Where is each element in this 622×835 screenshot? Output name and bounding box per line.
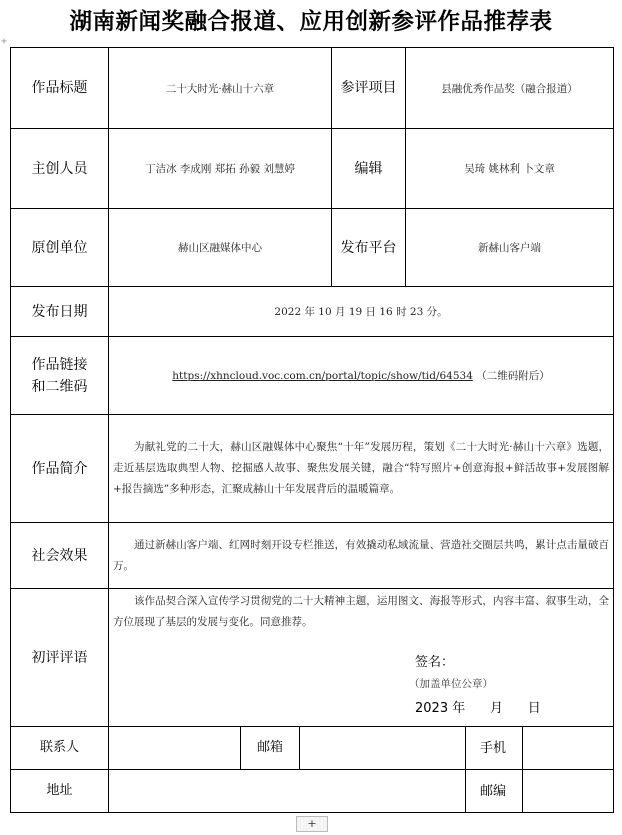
value-summary[interactable]: 为献礼党的二十大，赫山区融媒体中心聚焦“十年”发展历程，策划《二十大时光·赫山十六章》选题，走近基层选取典型人物、挖掘感人故事、聚焦发展关键，融合“特写照片+创意海报+鲜活故事+发展图解+报告摘选”多种形态，汇聚成赫山十年发展背后的温暖篇章。 — [109, 415, 614, 523]
row-effect — [11, 523, 614, 589]
sign-date: 2023 年 月 日 — [415, 701, 541, 716]
label-link-line2: 和二维码 — [31, 378, 88, 395]
label-summary: 作品简介 — [11, 415, 109, 523]
value-platform[interactable]: 新赫山客户端 — [406, 209, 614, 287]
value-email[interactable] — [300, 727, 466, 770]
label-platform: 发布平台 — [332, 209, 406, 287]
value-date[interactable]: 2022 年 10 月 19 日 16 时 23 分。 — [109, 287, 614, 337]
value-category[interactable]: 县融优秀作品奖（融合报道） — [406, 48, 614, 129]
row-unit — [11, 209, 614, 287]
value-editors[interactable]: 吴琦 姚林利 卜文章 — [406, 129, 614, 209]
value-contact[interactable] — [109, 727, 241, 770]
value-link — [109, 337, 614, 415]
phone-cell — [466, 727, 614, 770]
label-contact: 联系人 — [11, 727, 109, 770]
label-effect: 社会效果 — [11, 523, 109, 589]
row-title — [11, 48, 614, 129]
label-editors: 编辑 — [332, 129, 406, 209]
label-address: 地址 — [11, 770, 109, 813]
label-link — [11, 337, 109, 415]
row-link — [11, 337, 614, 415]
row-address — [11, 770, 614, 813]
label-creators: 主创人员 — [11, 129, 109, 209]
recommendation-form — [10, 47, 614, 813]
row-date — [11, 287, 614, 337]
seal-note: （加盖单位公章） — [409, 678, 493, 690]
value-unit[interactable]: 赫山区融媒体中心 — [109, 209, 332, 287]
phone-divider — [522, 727, 523, 769]
label-review: 初评评语 — [11, 589, 109, 727]
label-phone: 手机 — [480, 741, 507, 756]
postcode-divider — [522, 770, 523, 812]
add-row-button[interactable]: + — [296, 816, 328, 832]
value-effect[interactable]: 通过新赫山客户端、红网时刻开设专栏推送，有效撬动私域流量、营造社交圈层共鸣，累计点击量破百万。 — [109, 523, 614, 589]
row-marker[interactable]: + — [1, 36, 8, 47]
row-creators — [11, 129, 614, 209]
label-postcode: 邮编 — [480, 784, 507, 799]
qr-note: （二维码附后） — [476, 370, 550, 382]
label-category: 参评项目 — [332, 48, 406, 129]
value-work-title[interactable]: 二十大时光·赫山十六章 — [109, 48, 332, 129]
label-link-line1: 作品链接 — [31, 356, 88, 373]
postcode-cell — [466, 770, 614, 813]
row-review — [11, 589, 614, 727]
value-creators[interactable]: 丁洁冰 李成刚 郑拓 孙毅 刘慧婷 — [109, 129, 332, 209]
value-review-cell — [109, 589, 614, 727]
value-address[interactable] — [109, 770, 466, 813]
row-summary — [11, 415, 614, 523]
value-review[interactable]: 该作品契合深入宣传学习贯彻党的二十大精神主题，运用图文、海报等形式，内容丰富、叙事生动，全方位展现了基层的发展与变化。同意推荐。 — [113, 595, 610, 628]
work-link[interactable]: https://xhncloud.voc.com.cn/portal/topic/show/tid/64534 — [172, 370, 473, 382]
signature-label: 签名： — [415, 655, 455, 670]
label-email: 邮箱 — [241, 727, 300, 770]
label-unit: 原创单位 — [11, 209, 109, 287]
page-title: 湖南新闻奖融合报道、应用创新参评作品推荐表 — [69, 9, 553, 35]
row-contact — [11, 727, 614, 770]
label-work-title: 作品标题 — [11, 48, 109, 129]
label-date: 发布日期 — [11, 287, 109, 337]
